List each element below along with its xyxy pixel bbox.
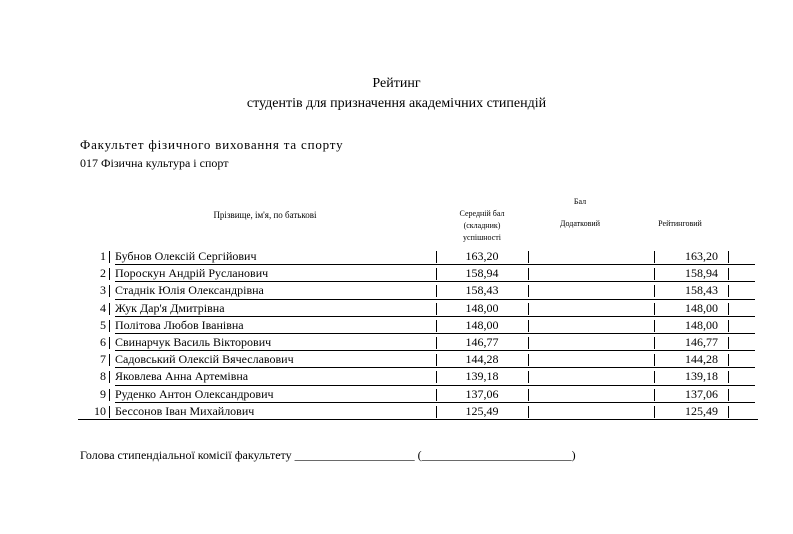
additional-score — [528, 368, 654, 385]
student-name: Яковлева Анна Артемівна — [115, 369, 249, 384]
cell-divider — [728, 337, 729, 349]
average-score: 146,77 — [465, 334, 499, 349]
average-score: 158,94 — [465, 266, 499, 281]
cell-divider — [109, 285, 110, 297]
average-score: 163,20 — [465, 249, 499, 263]
specialty-name: 017 Фізична культура і спорт — [80, 156, 229, 170]
rating-score: 144,28 — [685, 352, 718, 367]
row-number: 6 — [100, 334, 106, 349]
cell-divider — [436, 268, 437, 280]
row-number: 9 — [100, 386, 106, 401]
header-average: Середній бал (складник) успішності — [459, 209, 505, 242]
table-row — [78, 282, 758, 299]
rating-score: 125,49 — [685, 403, 718, 418]
cell-divider — [436, 251, 437, 263]
student-name: Жук Дар'я Дмитрівна — [115, 300, 225, 315]
rating-score: 137,06 — [685, 386, 718, 401]
row-divider — [78, 419, 758, 420]
student-name: Політова Любов Іванівна — [115, 317, 244, 332]
cell-divider — [109, 320, 110, 332]
cell-divider — [109, 337, 110, 349]
cell-divider — [728, 371, 729, 383]
cell-divider — [436, 354, 437, 366]
cell-divider — [528, 337, 529, 349]
rating-table — [78, 248, 758, 420]
header-bal: Бал — [573, 197, 587, 206]
cell-divider — [654, 285, 655, 297]
row-number: 5 — [100, 317, 106, 332]
rating-score: 139,18 — [685, 369, 718, 384]
cell-divider — [109, 354, 110, 366]
average-score: 137,06 — [465, 386, 499, 401]
cell-divider — [528, 268, 529, 280]
faculty-name: Факультет фізичного виховання та спорту — [80, 137, 344, 152]
header-name: Прізвище, ім'я, по батькові — [213, 210, 317, 220]
cell-divider — [528, 389, 529, 401]
rating-score: 146,77 — [685, 334, 718, 349]
cell-divider — [654, 320, 655, 332]
rating-score: 158,43 — [685, 283, 718, 298]
additional-score — [528, 403, 654, 420]
document-subtitle: студентів для призначення академічних стипендій — [246, 96, 547, 111]
average-score: 158,43 — [465, 283, 499, 298]
row-number: 2 — [100, 266, 106, 281]
additional-score — [528, 248, 654, 265]
student-name: Свинарчук Василь Вікторович — [115, 334, 272, 349]
cell-divider — [109, 268, 110, 280]
cell-divider — [436, 389, 437, 401]
student-name: Стаднік Юлія Олександрівна — [115, 283, 264, 298]
cell-divider — [728, 268, 729, 280]
table-row — [78, 334, 758, 351]
student-name: Садовський Олексій Вячеславович — [115, 352, 294, 367]
student-name: Бубнов Олексій Сергійович — [115, 249, 257, 263]
average-score: 148,00 — [465, 317, 499, 332]
additional-score — [528, 317, 654, 334]
cell-divider — [728, 285, 729, 297]
cell-divider — [109, 303, 110, 315]
header-additional: Додатковий — [560, 219, 600, 228]
cell-divider — [528, 285, 529, 297]
cell-divider — [654, 354, 655, 366]
table-row — [78, 368, 758, 385]
row-number: 4 — [100, 300, 106, 315]
cell-divider — [528, 303, 529, 315]
table-row — [78, 317, 758, 334]
table-row — [78, 265, 758, 282]
table-row — [78, 351, 758, 368]
cell-divider — [654, 251, 655, 263]
cell-divider — [654, 268, 655, 280]
cell-divider — [528, 354, 529, 366]
cell-divider — [109, 371, 110, 383]
additional-score — [528, 334, 654, 351]
additional-score — [528, 351, 654, 368]
table-row — [78, 403, 758, 420]
cell-divider — [728, 389, 729, 401]
cell-divider — [728, 406, 729, 418]
cell-divider — [728, 251, 729, 263]
cell-divider — [528, 320, 529, 332]
header-rating: Рейтинговий — [658, 219, 702, 228]
cell-divider — [728, 354, 729, 366]
cell-divider — [436, 406, 437, 418]
rating-score: 163,20 — [685, 249, 718, 263]
cell-divider — [109, 251, 110, 263]
additional-score — [528, 265, 654, 282]
cell-divider — [528, 406, 529, 418]
cell-divider — [436, 337, 437, 349]
additional-score — [528, 386, 654, 403]
rating-score: 148,00 — [685, 317, 718, 332]
cell-divider — [654, 371, 655, 383]
table-row — [78, 386, 758, 403]
cell-divider — [528, 371, 529, 383]
average-score: 144,28 — [465, 352, 499, 367]
student-name: Бессонов Іван Михайлович — [115, 403, 255, 418]
table-row — [78, 300, 758, 317]
average-score: 125,49 — [465, 403, 499, 418]
cell-divider — [728, 320, 729, 332]
row-number: 1 — [100, 249, 106, 263]
rating-score: 158,94 — [685, 266, 718, 281]
average-score: 148,00 — [465, 300, 499, 315]
cell-divider — [528, 251, 529, 263]
cell-divider — [728, 303, 729, 315]
cell-divider — [654, 389, 655, 401]
table-row — [78, 248, 758, 265]
cell-divider — [654, 337, 655, 349]
cell-divider — [436, 303, 437, 315]
cell-divider — [109, 389, 110, 401]
cell-divider — [654, 303, 655, 315]
student-name: Пороскун Андрій Русланович — [115, 266, 269, 281]
cell-divider — [436, 285, 437, 297]
additional-score — [528, 282, 654, 299]
cell-divider — [654, 406, 655, 418]
signature-line: Голова стипендіальної комісії факультету ____________________ (_________________________) — [80, 448, 576, 462]
cell-divider — [436, 371, 437, 383]
document-title: Рейтинг — [372, 76, 421, 91]
row-number: 10 — [94, 403, 106, 418]
row-number: 3 — [100, 283, 106, 298]
cell-divider — [436, 320, 437, 332]
rating-score: 148,00 — [685, 300, 718, 315]
row-number: 7 — [100, 352, 106, 367]
average-score: 139,18 — [465, 369, 499, 384]
additional-score — [528, 300, 654, 317]
student-name: Руденко Антон Олександрович — [115, 386, 274, 401]
row-number: 8 — [100, 369, 106, 384]
cell-divider — [109, 406, 110, 418]
